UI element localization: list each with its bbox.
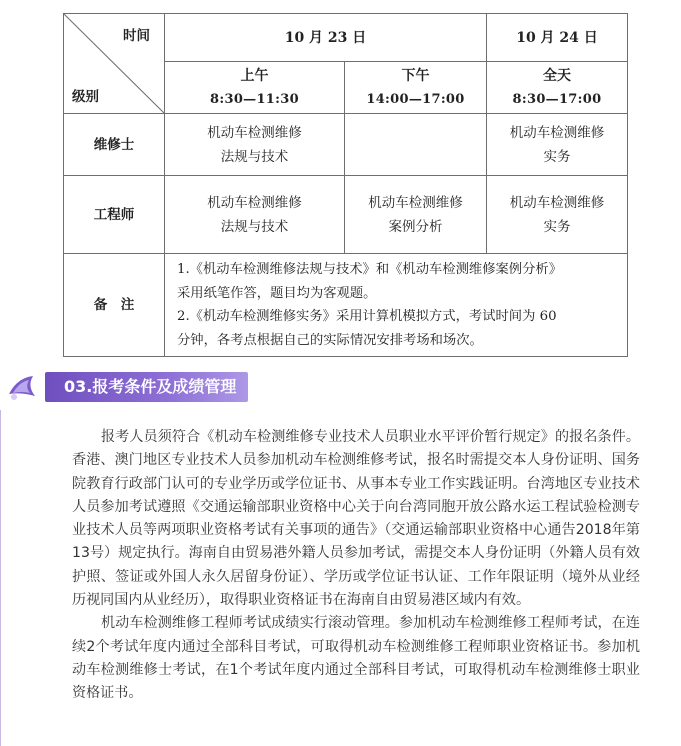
subject-cell <box>487 176 628 254</box>
note-line: 2.《机动车检测维修实务》采用计算机模拟方式，考试时间为 60 <box>177 309 557 324</box>
subject-line: 机动车检测维修 <box>207 194 302 211</box>
period-name: 下午 <box>401 67 430 84</box>
table-corner-cell <box>64 14 165 114</box>
subject-cell <box>165 114 345 176</box>
megaphone-icon <box>5 372 41 404</box>
date-header-oct-23: 10 月 23 日 <box>165 14 487 62</box>
subject-line: 机动车检测维修 <box>509 194 605 211</box>
period-header-afternoon <box>345 62 487 114</box>
period-header-fullday <box>487 62 628 114</box>
article-body <box>72 426 640 706</box>
level-technician: 维修士 <box>64 114 165 176</box>
period-time: 8:30—17:00 <box>512 91 602 107</box>
subject-cell <box>345 176 487 254</box>
notes-label: 备 注 <box>64 254 165 357</box>
table-row <box>64 254 628 357</box>
subject-line: 机动车检测维修 <box>207 124 302 141</box>
paragraph-eligibility: 报考人员须符合《机动车检测维修专业技术人员职业水平评价暂行规定》的报名条件。香港、澳门地区专业技术人员参加机动车检测维修考试，报名时需提交本人身份证明、国务院教育行政部门认可的专业学历或学位证书、从事本专业工作实践证明。台湾地区专业技术人员参加考试遵照《交通运输部职业资格中心关于向台湾同胞开放公路水运工程试验检测专业技术人员等两项职业资格考试有关事项的通告》（交通运输部职业资格中心通告2018年第13号）规定执行。海南自由贸易港外籍人员参加考试，需提交本人身份证明（外籍人员有效护照、签证或外国人永久居留身份证）、学历或学位证书认证、工作年限证明（境外从业经历视同国内从业经历），取得职业资格证书在海南自由贸易港区域内有效。 <box>72 429 640 609</box>
subject-line: 机动车检测维修 <box>368 194 463 211</box>
subject-cell <box>165 176 345 254</box>
date-header-oct-24: 10 月 24 日 <box>487 14 628 62</box>
period-name: 上午 <box>240 67 269 84</box>
subject-cell <box>487 114 628 176</box>
note-line: 分钟，各考点根据自己的实际情况安排考场和场次。 <box>177 332 483 348</box>
notes-cell <box>165 254 628 357</box>
subject-line: 法规与技术 <box>220 218 289 235</box>
subject-line: 实务 <box>543 148 571 165</box>
period-time: 8:30—11:30 <box>210 91 299 107</box>
table-row <box>64 176 628 254</box>
level-engineer: 工程师 <box>64 176 165 254</box>
note-line: 1.《机动车检测维修法规与技术》和《机动车检测维修案例分析》 <box>177 262 562 277</box>
section-left-rule <box>0 410 1 746</box>
paragraph-score-management: 机动车检测维修工程师考试成绩实行滚动管理。参加机动车检测维修工程师考试，在连续2个考试年度内通过全部科目考试，可取得机动车检测维修工程师职业资格证书。参加机动车检测维修士考试，在1个考试年度内通过全部科目考试，可取得机动车检测维修士职业资格证书。 <box>72 615 640 702</box>
subject-cell-empty <box>345 114 487 176</box>
period-name: 全天 <box>543 67 571 84</box>
corner-time-label: 时间 <box>123 28 150 44</box>
subject-line: 实务 <box>543 218 571 235</box>
corner-level-label: 级别 <box>72 89 99 105</box>
period-time: 14:00—17:00 <box>366 91 465 107</box>
subject-line: 机动车检测维修 <box>509 124 605 141</box>
subject-line: 法规与技术 <box>220 148 289 165</box>
exam-schedule-table <box>63 13 628 357</box>
subject-line: 案例分析 <box>388 218 443 235</box>
table-row <box>64 114 628 176</box>
note-line: 采用纸笔作答，题目均为客观题。 <box>177 285 377 301</box>
section-title: 03.报考条件及成绩管理 <box>64 377 237 396</box>
period-header-morning <box>165 62 345 114</box>
